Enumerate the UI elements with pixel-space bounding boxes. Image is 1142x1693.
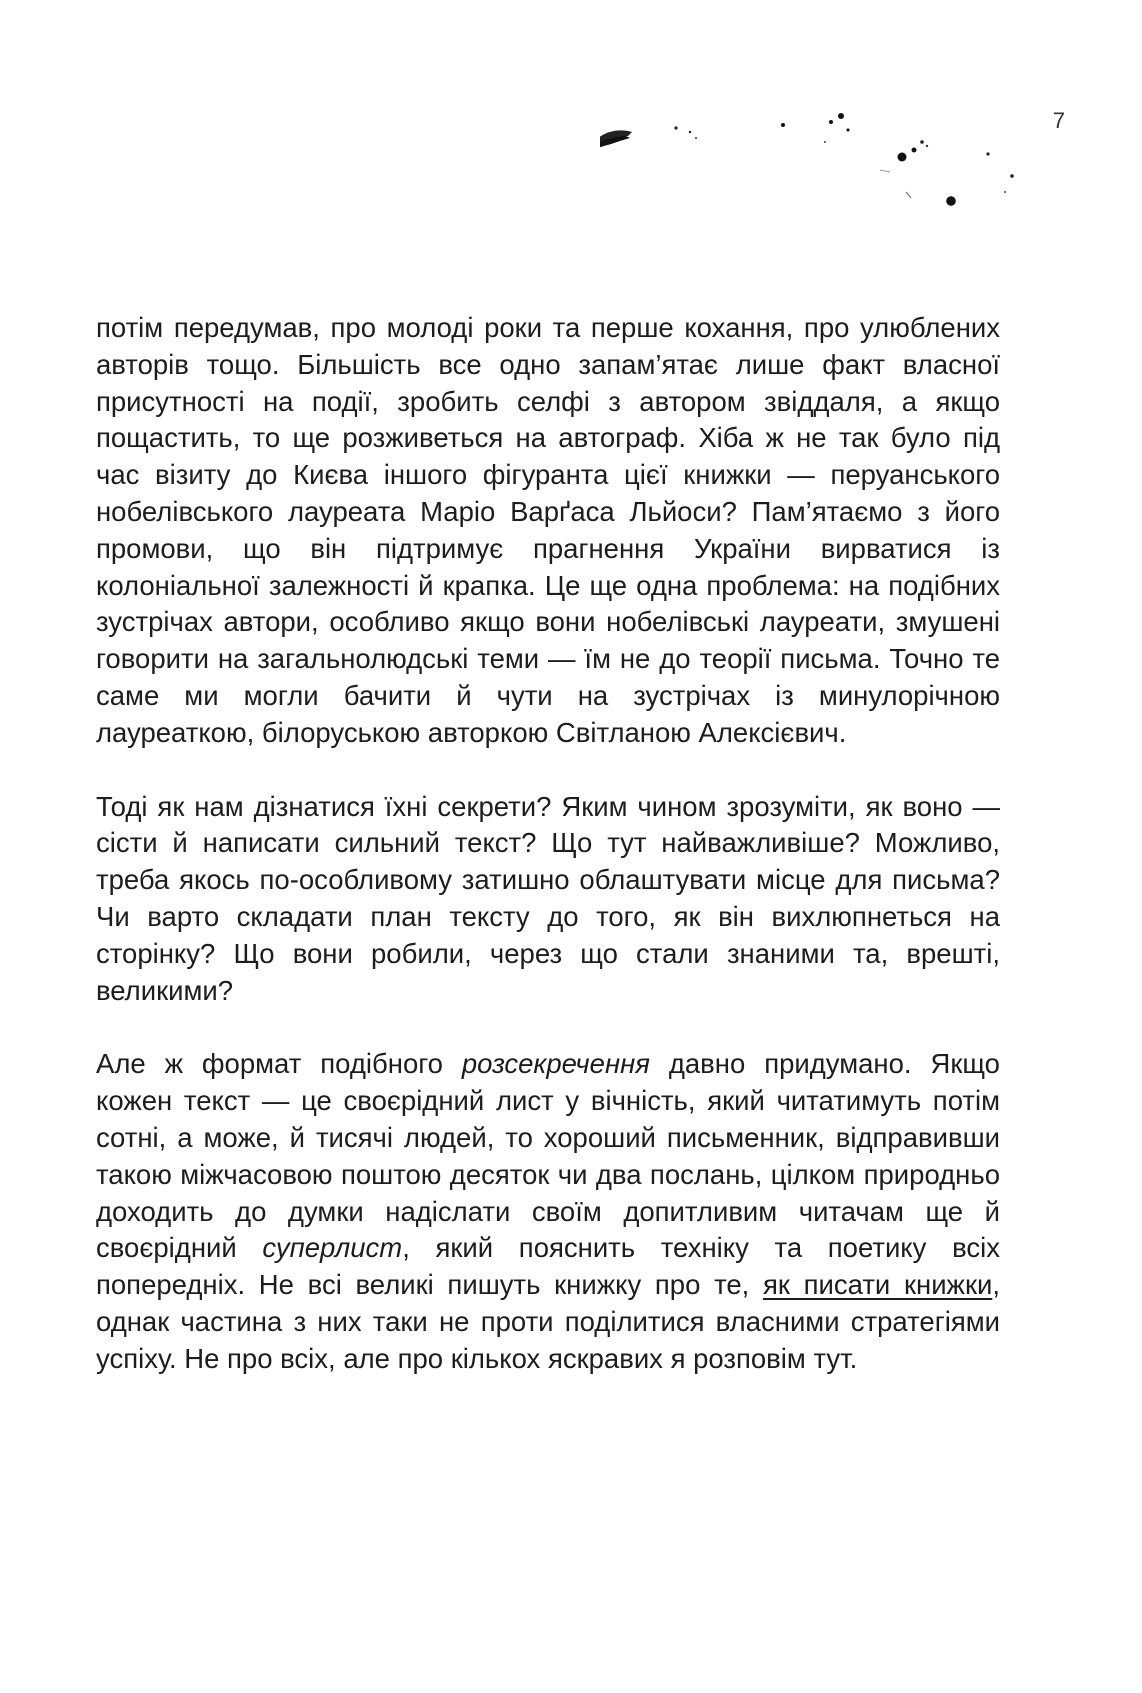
paragraph-2: Тоді як нам дізнатися їхні секрети? Яким чином зрозуміти, як воно — сісти й написати сильний текст? Що тут найважливіше? Можливо, треба якось по-особливому затишно облаштувати місце для письма? Чи варто складати план тексту до того, як він вихлюпнеться на сторінку? Що вони робили, через що стали знаними та, врешті, великими?: [96, 790, 1000, 1006]
paragraph-3-text: Але ж формат подібного: [96, 1048, 462, 1080]
body-text: [96, 310, 1000, 1415]
underlined-phrase: як писати книжки: [763, 1269, 993, 1301]
paragraph-3-text: , однак частина з них таки не проти поділитися власними стратегіями успіху. Не про всіх, але про кількох яскравих я розповім тут.: [96, 1269, 1000, 1374]
italic-term-superletter: суперлист: [262, 1232, 403, 1264]
paragraph-3-text: давно придумано. Якщо кожен текст — це своєрідний лист у вічність, який читатимуть потім сотні, а може, й тисячі людей, то хороший письменник, відправивши такою міжчасовою поштою десяток чи два послань, цілком природньо доходить до думки надіслати своїм допитливим читачам ще й своєрідний: [96, 1048, 1000, 1264]
ink-splatter-decoration: [600, 110, 1120, 240]
paragraph-1: потім передумав, про молоді роки та перше кохання, про улюблених авторів тощо. Більшість все одно запам’ятає лише факт власної присутності на події, зробить селфі з автором звіддаля, а якщо пощастить, то ще розживеться на автограф. Хіба ж не так було під час візиту до Києва іншого фігуранта цієї книжки — перуанського нобелівського лауреата Маріо Варґаса Льйоси? Пам’ятаємо з його промови, що він підтримує прагнення України вирватися із колоніальної залежності й крапка. Це ще одна проблема: на подібних зустрічах автори, особливо якщо вони нобелівські лауреати, змушені говорити на загальнолюдські теми — їм не до теорії письма. Точно те саме ми могли бачити й чути на зустрічах із минулорічною лауреаткою, білоруською авторкою Світланою Алексієвич.: [96, 312, 1000, 748]
paragraph-3: [96, 1046, 1000, 1377]
page-number: 7: [1052, 108, 1065, 133]
italic-term-declassification: розсекречення: [461, 1048, 650, 1080]
paragraph-3-text: , який пояснить техніку та поетику всіх попередніх. Не всі великі пишуть книжку про те,: [96, 1232, 1000, 1301]
